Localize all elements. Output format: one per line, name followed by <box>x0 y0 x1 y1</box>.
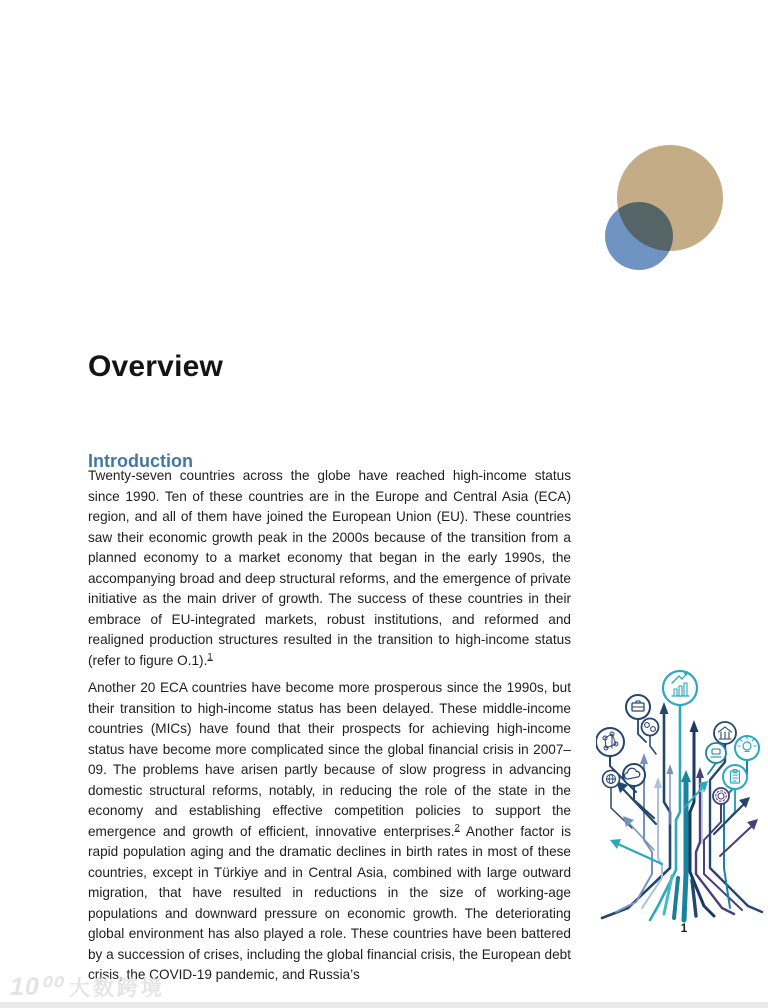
bank-icon <box>714 722 736 744</box>
bottom-edge-bar <box>0 1002 768 1008</box>
watermark <box>10 972 165 1002</box>
paragraph-1-text: Twenty-seven countries across the globe have reached high-income status since 1990. Ten of these countries are in the Europe and Central Asia (ECA) region, and all of them have joined the European Union (EU). These countries saw their economic growth peak in the 2000s because of the transition from a planned economy to a market economy that began in the early 1990s, the accompanying broad and deep structural reforms, and the emergence of private initiative as the main driver of growth. The success of these countries in their embrace of EU-integrated markets, robust institutions, and reformed and realigned production structures resulted in the transition to high-income status (refer to figure O.1). <box>88 468 571 668</box>
growth-tree-illustration <box>596 662 768 926</box>
section-heading-introduction: Introduction <box>88 450 193 471</box>
paragraph-2 <box>88 678 571 986</box>
lightbulb-icon <box>735 736 759 760</box>
paragraph-2-text-a: Another 20 ECA countries have become more prosperous since the 1990s, but their transition to high-income status has been delayed. These middle-income countries (MICs) have found that their prospects for achieving high-income status have become more complicated since the global financial crisis in 2007–09. The problems have arisen partly because of slow progress in advancing domestic structural reforms, notably, in reducing the role of the state in the economy and establishing effective competition policies to support the emergence and growth of efficient, innovative enterprises. <box>88 680 571 839</box>
watermark-text: 大数跨境 <box>68 977 165 1000</box>
page-title: Overview <box>88 350 224 384</box>
network-icon <box>596 728 624 756</box>
paragraph-2-text-b: Another factor is rapid population aging and the dramatic declines in birth rates in most of these countries, except in Türkiye and in Central Asia, combined with large outward migration, that have resulted in reductions in the size of working-age populations and downward pressure on economic growth. The deteriorating global environment has also played a role. These countries have been battered by a succession of crises, including the global financial crisis, the European debt crisis, the COVID-19 pandemic, and Russia’s <box>88 823 571 982</box>
globe-icon <box>603 771 620 788</box>
footnote-ref-2[interactable]: 2 <box>454 821 460 833</box>
watermark-logo: 10⁰⁰ <box>10 973 62 1001</box>
paragraph-1 <box>88 466 571 671</box>
decor-circle-blue <box>605 202 673 270</box>
hand-card-icon <box>706 743 726 763</box>
gear-icon <box>713 788 729 804</box>
footnote-ref-1[interactable]: 1 <box>207 650 213 662</box>
bar-chart-icon <box>663 671 697 705</box>
clipboard-icon <box>723 765 747 789</box>
cloud-icon <box>623 764 645 786</box>
page-number: 1 <box>680 921 688 935</box>
tree-trunk-lines <box>602 705 762 920</box>
gears-icon <box>642 719 659 736</box>
body-text-column <box>88 466 571 993</box>
briefcase-icon <box>626 695 650 719</box>
